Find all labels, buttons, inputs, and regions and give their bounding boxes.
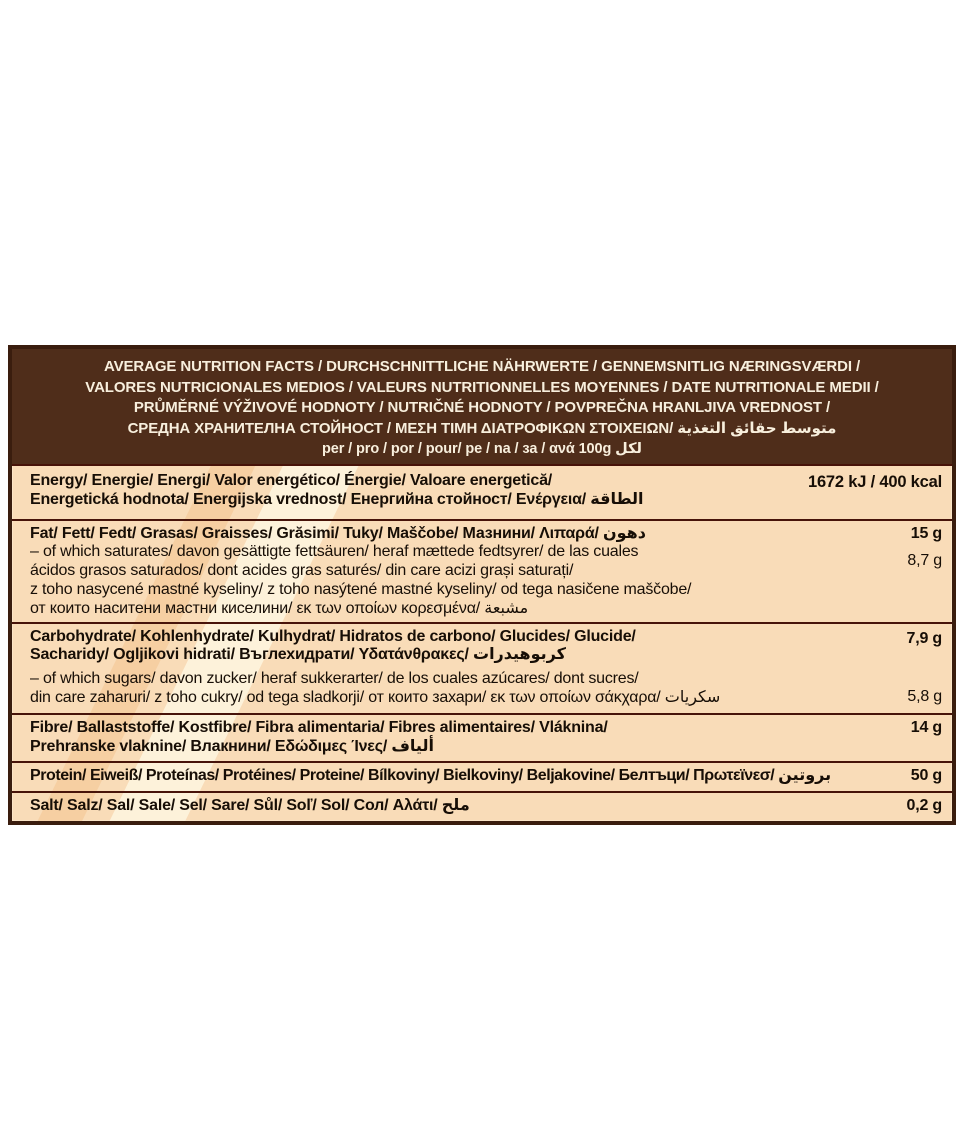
- fibre-names-line1: Fibre/ Ballaststoffe/ Kostfibre/ Fibra alimentaria/ Fibres alimentaires/ Vláknina/: [30, 718, 608, 736]
- row-energy: [12, 466, 952, 519]
- sugars-names-line2: din care zaharuri/ z toho cukry/ od tega sladkorji/ от които захари/ εκ των οποίων σάκχαρα/ سكريات: [30, 688, 721, 706]
- fibre-names-line2: Prehranske vlaknine/ Влакнини/ Εδώδιμες Ίνες/ ألياف: [30, 737, 434, 755]
- fat-value: 15 g: [910, 524, 942, 542]
- saturates-names-line1: – of which saturates/ davon gesättigte fettsäuren/ heraf mættede fedtsyrer/ de las cuales: [30, 543, 639, 561]
- carbohydrate-names-line1: Carbohydrate/ Kohlenhydrate/ Kulhydrat/ Hidratos de carbono/ Glucides/ Glucide/: [30, 627, 636, 645]
- sugars-value: 5,8 g: [907, 687, 942, 705]
- row-carbohydrate: [12, 622, 952, 713]
- header-line-bulgarian-greek-arabic: СРЕДНА ХРАНИТЕЛНА СТОЙНОСТ / ΜΕΣΗ ΤΙΜΗ ΔΙΑΤΡΟΦΙΚΩΝ ΣΤΟΙΧΕΙΩΝ/ متوسط حقائق التغذية: [127, 419, 837, 437]
- row-salt: [12, 791, 952, 821]
- row-fat: [12, 519, 952, 622]
- nutrition-label: [8, 345, 956, 825]
- energy-value: 1672 kJ / 400 kcal: [807, 473, 942, 491]
- protein-value: 50 g: [910, 767, 942, 785]
- salt-names-line: Salt/ Salz/ Sal/ Sale/ Sel/ Sare/ Sůl/ Soľ/ Sol/ Сол/ Αλάτι/ ملح: [30, 797, 470, 815]
- saturates-names-line3: z toho nasycené mastné kyseliny/ z toho nasýtené mastné kyseliny/ od tega nasičene maščobe/: [30, 580, 692, 598]
- saturates-value: 8,7 g: [907, 551, 942, 569]
- energy-names-line2: Energetická hodnota/ Energijska vrednost/ Енергийна стойност/ Ενέργεια/ الطاقة: [30, 490, 644, 508]
- saturates-names-line4: от които наситени мастни киселини/ εκ των οποίων κορεσμένα/ مشبعة: [30, 599, 529, 617]
- fat-names-line: Fat/ Fett/ Fedt/ Grasas/ Graisses/ Grăsimi/ Tuky/ Maščobe/ Мазнини/ Λιπαρά/ دهون: [30, 524, 646, 542]
- header-line-spanish-french-romanian: VALORES NUTRICIONALES MEDIOS / VALEURS NUTRITIONNELLES MOYENNES / DATE NUTRITIONALE MEDII /: [85, 378, 879, 396]
- carbohydrate-value: 7,9 g: [906, 629, 942, 647]
- fibre-value: 14 g: [910, 718, 942, 736]
- row-fibre: [12, 713, 952, 762]
- label-header: [12, 349, 952, 466]
- energy-names-line1: Energy/ Energie/ Energi/ Valor energético/ Énergie/ Valoare energetică/: [30, 472, 553, 489]
- salt-value: 0,2 g: [906, 797, 942, 815]
- per-100g-line: per / pro / por / pour/ pe / na / за / ανά 100g لكل: [321, 441, 642, 457]
- header-line-czech-slovak-slovenian: PRŮMĚRNÉ VÝŽIVOVÉ HODNOTY / NUTRIČNÉ HODNOTY / POVPREČNA HRANLJIVA VREDNOST /: [133, 399, 831, 416]
- protein-names-line: Protein/ Eiweiß/ Proteínas/ Protéines/ Proteine/ Bílkoviny/ Bielkoviny/ Beljakovine/ Белтъци/ Πρωτεϊνεσ/ بروتين: [30, 767, 832, 785]
- carbohydrate-names-line2: Sacharidy/ Ogljikovi hidrati/ Въглехидрати/ Υδατάνθρακες/ كربوهيدرات: [30, 646, 566, 664]
- nutrition-rows: [12, 466, 952, 821]
- sugars-names-line1: – of which sugars/ davon zucker/ heraf sukkerarter/ de los cuales azúcares/ dont sucres/: [30, 670, 639, 688]
- header-line-english-german-danish: AVERAGE NUTRITION FACTS / DURCHSCHNITTLICHE NÄHRWERTE / GENNEMSNITLIG NÆRINGSVÆRDI /: [103, 358, 861, 375]
- saturates-names-line2: ácidos grasos saturados/ dont acides gras saturés/ din care acizi grași saturați/: [30, 562, 574, 580]
- row-protein: [12, 761, 952, 791]
